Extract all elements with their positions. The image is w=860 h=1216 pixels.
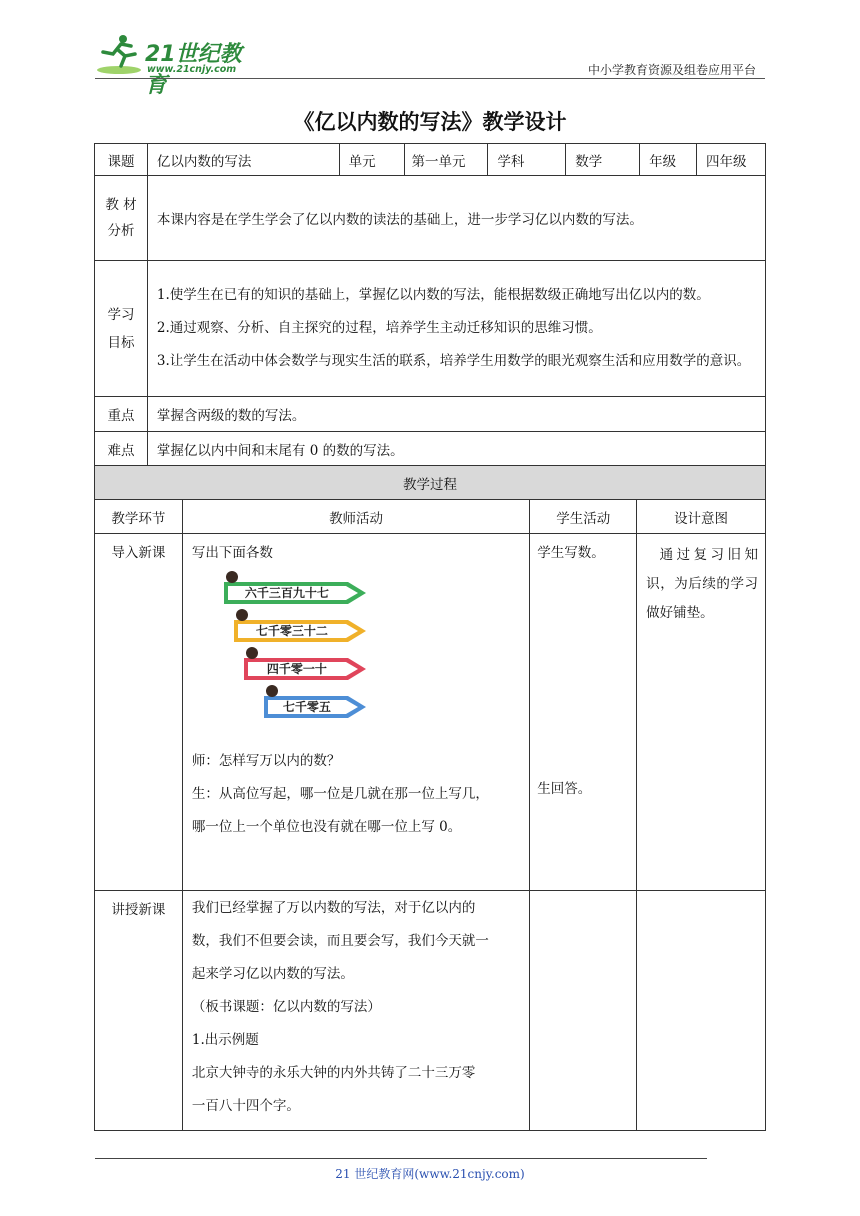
footer-divider xyxy=(95,1158,707,1159)
arrow-text: 六千三百九十七 xyxy=(244,586,329,600)
col-intent: 设计意图 xyxy=(637,500,766,534)
kid-icon xyxy=(266,685,278,697)
course-label: 课题 xyxy=(95,144,148,176)
process-table xyxy=(94,465,766,1131)
logo-text: 21世纪教育 xyxy=(145,42,242,98)
subject-label: 学科 xyxy=(488,144,566,176)
site-logo xyxy=(95,32,260,98)
key-point-text: 掌握含两级的数的写法。 xyxy=(147,397,765,432)
teacher-line: 我们已经掌握了万以内数的写法，对于亿以内的 xyxy=(191,900,476,916)
goal-item: 1.使学生在已有的知识的基础上，掌握亿以内数的写法，能根据数级正确地写出亿以内的数。 xyxy=(156,287,710,303)
number-arrow xyxy=(220,578,368,608)
arrow-text: 四千零一十 xyxy=(266,662,327,676)
stage-new: 讲授新课 xyxy=(95,891,183,1131)
analysis-text: 本课内容是在学生学会了亿以内数的读法的基础上，进一步学习亿以内数的写法。 xyxy=(147,176,765,261)
student-new-cell xyxy=(530,891,637,1131)
grade-value: 四年级 xyxy=(697,144,766,176)
arrow-text: 七千零三十二 xyxy=(255,624,328,638)
arrow-group xyxy=(192,561,529,731)
number-arrow xyxy=(240,654,368,684)
col-stage: 教学环节 xyxy=(95,500,183,534)
goals-label: 学习 目标 xyxy=(95,261,148,397)
goal-item: 3.让学生在活动中体会数学与现实生活的联系，培养学生用数学的眼光观察生活和应用数学的意识。 xyxy=(156,353,751,369)
student-activity: 生回答。 xyxy=(537,781,592,797)
analysis-label: 教 材 分析 xyxy=(95,176,148,261)
process-heading-row xyxy=(95,466,766,500)
difficulty-label: 难点 xyxy=(95,432,148,467)
logo-url: www.21cnjy.com xyxy=(147,64,237,75)
teacher-question: 师：怎样写万以内的数？ xyxy=(191,753,341,769)
process-row-intro xyxy=(95,534,766,891)
teacher-line: （板书课题：亿以内数的写法） xyxy=(191,999,381,1015)
student-answer-line: 哪一位上一个单位也没有就在哪一位上写 0。 xyxy=(191,819,462,835)
process-row-new xyxy=(95,891,766,1131)
unit-label: 单元 xyxy=(339,144,405,176)
key-point-row xyxy=(95,397,766,432)
teacher-line: 北京大钟寺的永乐大钟的内外共铸了二十三万零 xyxy=(191,1065,476,1081)
difficulty-text: 掌握亿以内中间和末尾有 0 的数的写法。 xyxy=(147,432,765,467)
runner-logo-icon xyxy=(95,32,143,76)
teacher-new-cell xyxy=(182,891,529,1131)
kid-icon xyxy=(226,571,238,583)
teacher-dialogue xyxy=(192,745,529,844)
document-title: 《亿以内数的写法》教学设计 xyxy=(293,110,567,134)
teacher-line: 1.出示例题 xyxy=(191,1032,259,1048)
teacher-line: 一百八十四个字。 xyxy=(191,1098,300,1114)
goals-list xyxy=(147,261,765,397)
student-intro-cell xyxy=(530,534,637,891)
difficulty-row xyxy=(95,432,766,467)
col-student: 学生活动 xyxy=(530,500,637,534)
teacher-intro-text: 写出下面各数 xyxy=(191,545,273,561)
footer-text: 21 世纪教育网(www.21cnjy.com) xyxy=(335,1167,525,1181)
teacher-line: 起来学习亿以内数的写法。 xyxy=(191,966,354,982)
process-header-row xyxy=(95,500,766,534)
header-divider xyxy=(95,78,765,79)
grade-label: 年级 xyxy=(640,144,697,176)
goal-item: 2.通过观察、分析、自主探究的过程，培养学生主动迁移知识的思维习惯。 xyxy=(156,320,602,336)
info-table xyxy=(94,143,766,467)
subject-value: 数学 xyxy=(566,144,640,176)
stage-intro: 导入新课 xyxy=(95,534,183,891)
number-arrow xyxy=(230,616,368,646)
student-activity: 学生写数。 xyxy=(537,545,605,561)
header-platform-text: 中小学教育资源及组卷应用平台 xyxy=(587,63,756,77)
intent-new-cell xyxy=(637,891,766,1131)
col-teacher: 教师活动 xyxy=(182,500,529,534)
intent-intro: 通过复习旧知识，为后续的学习做好铺垫。 xyxy=(637,534,766,891)
course-value: 亿以内数的写法 xyxy=(147,144,339,176)
kid-icon xyxy=(236,609,248,621)
analysis-row xyxy=(95,176,766,261)
teacher-intro-cell xyxy=(182,534,529,891)
goals-row xyxy=(95,261,766,397)
kid-icon xyxy=(246,647,258,659)
arrow-text: 七千零五 xyxy=(282,700,331,714)
key-point-label: 重点 xyxy=(95,397,148,432)
process-heading: 教学过程 xyxy=(95,466,766,500)
student-answer-line: 生：从高位写起，哪一位是几就在那一位上写几， xyxy=(191,786,489,802)
info-row xyxy=(95,144,766,176)
teacher-line: 数，我们不但要会读，而且要会写，我们今天就一 xyxy=(191,933,489,949)
number-arrow xyxy=(260,692,368,722)
unit-value: 第一单元 xyxy=(405,144,488,176)
